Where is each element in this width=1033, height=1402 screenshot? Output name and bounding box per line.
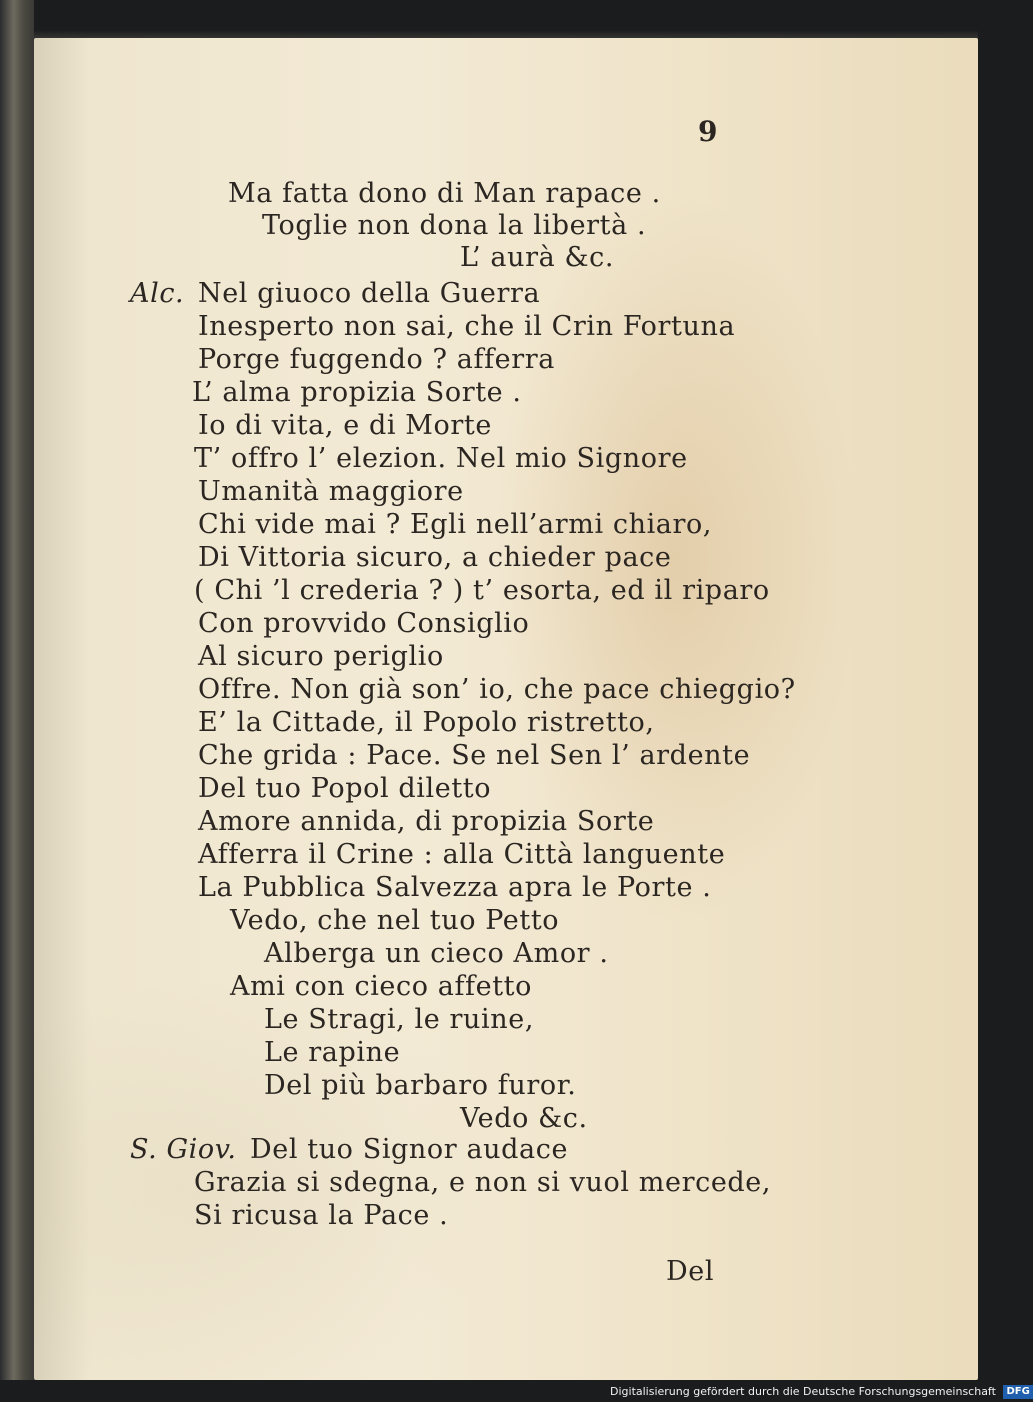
verse-line: Che grida : Pace. Se nel Sen l’ ardente [198,740,751,771]
catchword: Del [666,1256,715,1287]
dfg-logo: DFG [1003,1385,1032,1399]
verse-line: E’ la Cittade, il Popolo ristretto, [198,707,655,738]
verse-line: Afferra il Crine : alla Città languente [198,839,726,870]
verse-line: Ami con cieco affetto [230,971,532,1002]
verse-line: Del più barbaro furor. [264,1070,577,1101]
verse-line: Del tuo Signor audace [250,1134,569,1165]
verse-line: Toglie non dona la libertà . [262,210,647,241]
verse-line: Grazia si sdegna, e non si vuol mercede, [194,1167,772,1198]
verse-line: Di Vittoria sicuro, a chieder pace [198,542,672,573]
speaker-label: Alc. [130,278,185,309]
verse-line: Le rapine [264,1037,401,1068]
verse-line: La Pubblica Salvezza apra le Porte . [198,872,712,903]
verse-line: Al sicuro periglio [198,641,444,672]
verse-line: Alberga un cieco Amor . [264,938,609,969]
verse-line: Inesperto non sai, che il Crin Fortuna [198,311,736,342]
verse-line: Ma fatta dono di Man rapace . [228,178,661,209]
verse-line: Chi vide mai ? Egli nell’armi chiaro, [198,509,713,540]
book-spine [0,0,34,1380]
book-page [34,38,978,1380]
verse-line: Del tuo Popol diletto [198,773,492,804]
page-number: 9 [698,115,719,148]
verse-line: Vedo, che nel tuo Petto [230,905,560,936]
verse-line: Con provvido Consiglio [198,608,530,639]
verse-line: L’ alma propizia Sorte . [192,377,522,408]
verse-line: Si ricusa la Pace . [194,1200,449,1231]
verse-line: Nel giuoco della Guerra [198,278,541,309]
footer-text: Digitalisierung gefördert durch die Deutsche Forschungsgemeinschaft [610,1385,996,1398]
footer-credit [610,1382,1033,1402]
verse-line: Le Stragi, le ruine, [264,1004,535,1035]
verse-line: Vedo &c. [460,1103,588,1134]
verse-line: Amore annida, di propizia Sorte [198,806,655,837]
verse-line: ( Chi ’l crederia ? ) t’ esorta, ed il riparo [194,575,770,606]
verse-line: Offre. Non già son’ io, che pace chieggio? [198,674,796,705]
verse-line: Umanità maggiore [198,476,464,507]
verse-line: T’ offro l’ elezion. Nel mio Signore [194,443,688,474]
speaker-label: S. Giov. [130,1134,237,1165]
verse-line: Porge fuggendo ? afferra [198,344,555,375]
verse-line: L’ aurà &c. [460,242,615,273]
verse-line: Io di vita, e di Morte [198,410,492,441]
